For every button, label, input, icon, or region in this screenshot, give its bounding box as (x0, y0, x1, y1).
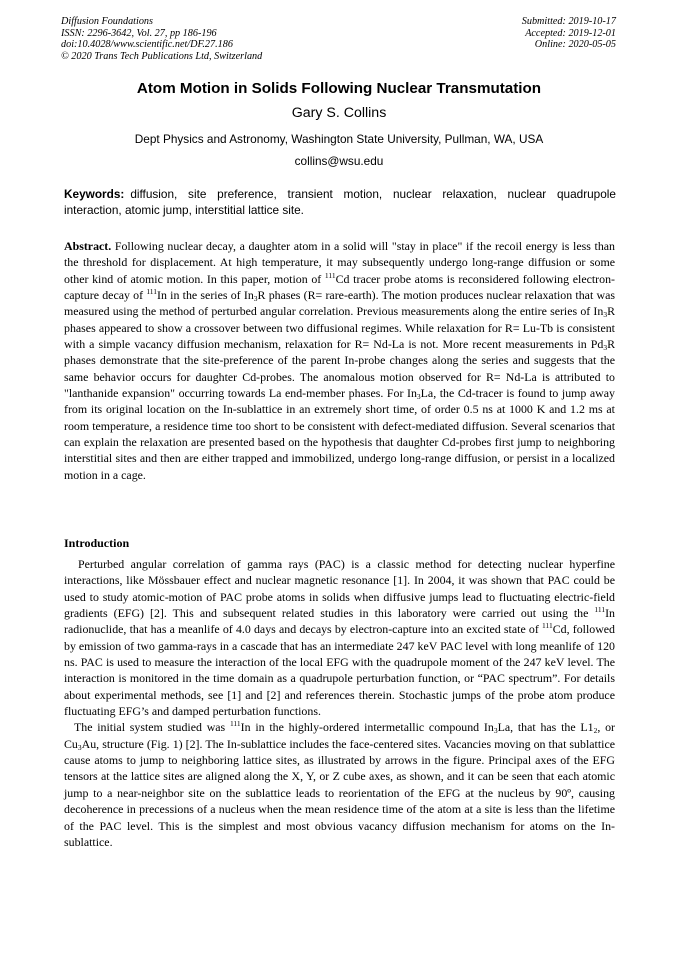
superscript: 111 (594, 605, 606, 615)
intro-text: In in the highly-ordered intermetallic compound In (240, 720, 494, 735)
superscript: 111 (324, 270, 336, 280)
abstract (64, 238, 615, 483)
date-submitted: Submitted: 2019-10-17 (521, 16, 616, 27)
journal-name: Diffusion Foundations (61, 16, 153, 27)
subscript: 3 (77, 742, 82, 752)
intro-text: In radionuclide, that has a meanlife of 4.0 days and decays by electron-capture into an excited state of (64, 606, 615, 637)
publication-dates (522, 16, 616, 51)
author-email: collins@wsu.edu (294, 154, 384, 168)
subscript: 2 (593, 726, 598, 736)
subscript: 3 (253, 294, 258, 304)
keywords (64, 186, 616, 218)
intro-text: Perturbed angular correlation of gamma rays (PAC) is a classic method for detecting nuclear hyperfine interactions, like Mössbauer effect and nuclear magnetic resonance [1]. In 2004, it was shown that PAC could be used to study atomic-motion of PAC probe atoms in solids when diffusive jumps lead to fluctuating electric-field gradients (EFG) [2]. This and subsequent related studies in this laboratory were carried out using the (64, 557, 615, 621)
subscript: 3 (493, 726, 498, 736)
date-online: Online: 2020-05-05 (534, 39, 616, 51)
subscript: 3 (603, 310, 608, 320)
abstract-text: R phases appeared to show a crossover between two diffusional regimes. While relaxation for R= Lu-Tb is consistent with a simple vacancy diffusion mechanism, relaxation for R= Nd-La is not. More recent measurements in Pd (64, 304, 615, 352)
intro-text: La, that has the L1 (497, 720, 594, 735)
intro-text: Cd, followed by emission of two gamma-rays in a cascade that has an intermediate 247 keV PAC level with long meanlife of 120 ns. PAC is used to measure the interaction of the local EFG with the quadrupole moment of the 247 keV level. The interaction is monitored in the time domain as a quadrupole perturbation function, or “PAC spectrum”. For details about experimental methods, see [1] and [2] and references therein. Stochastic jumps of the probe atom produce fluctuating EFG’s and damped perturbation functions. (64, 622, 616, 719)
section-heading-introduction: Introduction (64, 536, 130, 550)
abstract-text: R phases demonstrate that the site-preference of the parent In-probe changes along the series and suggests that the same behavior occurs for daughter Cd-probes. The anomalous motion observed for R= Nd-La is attributed to "lanthanide expansion" occurring towards La end-member phases. For In (64, 337, 615, 401)
superscript: 111 (229, 719, 241, 729)
superscript: 111 (542, 621, 553, 631)
journal-copyright: © 2020 Trans Tech Publications Ltd, Switzerland (61, 50, 263, 62)
intro-text: , or Cu (64, 720, 615, 751)
subscript: 3 (416, 392, 421, 402)
paper-title: Atom Motion in Solids Following Nuclear Transmutation (136, 80, 542, 97)
introduction-body (64, 556, 615, 850)
abstract-text: In in the series of In (157, 288, 254, 303)
abstract-text: Following nuclear decay, a daughter atom in a solid will "stay in place" if the recoil energy is less than the threshold for displacement. At high temperature, it may subsequently undergo long-range diffusion or some other kind of atomic motion. In this paper, motion of (64, 239, 615, 286)
subscript: 3 (603, 343, 608, 353)
intro-paragraph-1 (64, 556, 615, 719)
abstract-text: Cd tracer probe atoms is reconsidered following electron-capture decay of (64, 271, 615, 303)
abstract-text: La, the Cd-tracer is found to jump away from its original location on the In-sublattice in an extremely short time, of order 0.5 ns at 1000 K and 1.2 ms at room temperature, a residence time too short to be consistent with defect-mediated diffusion. Several scenarios that can explain the relaxation are presented based on the hypothesis that daughter Cd-probes first jump to neighboring interstitial sites and then are either trapped and immobilized, undergo long-range diffusion, or persist in a localized motion in a cage. (64, 386, 615, 482)
journal-doi: doi:10.4028/www.scientific.net/DF.27.186 (61, 39, 233, 51)
superscript: 111 (146, 287, 158, 297)
date-accepted: Accepted: 2019-12-01 (525, 27, 616, 39)
intro-text: The initial system studied was (74, 720, 230, 735)
journal-issn: ISSN: 2296-3642, Vol. 27, pp 186-196 (61, 27, 217, 39)
abstract-text: R phases (R= rare-earth). The motion produces nuclear relaxation that was measured using the method of perturbed angular correlation. Previous measurements along the entire series of In (64, 288, 615, 319)
keywords-text: diffusion, site preference, transient motion, nuclear relaxation, nuclear quadrupole interaction, atomic jump, interstitial lattice site. (64, 187, 616, 217)
intro-text: Au, structure (Fig. 1) [2]. The In-sublattice includes the face-centered sites. Vacancies moving on that sublattice cause atoms to jump to neighboring lattice sites, as illustrated by arrows in the figure. Principal axes of the EFG tensors at the lattice sites are aligned along the X, Y, or Z cube axes, as shown, and it can be seen that each atomic jump to a near-neighbor site on the sublattice leads to reorientation of the EFG at the nucleus by 90º, causing decoherence in precessions of a nucleus when the mean residence time of the atom at a site is less than the lifetime of the PAC level. This is the simplest and most obvious vacancy diffusion mechanism for atoms on the In-sublattice. (64, 736, 615, 849)
abstract-label: Abstract. (64, 239, 112, 253)
intro-paragraph-2 (64, 719, 615, 850)
author-name: Gary S. Collins (291, 105, 387, 121)
author-affiliation: Dept Physics and Astronomy, Washington State University, Pullman, WA, USA (134, 132, 544, 146)
journal-info (61, 16, 262, 62)
keywords-label: Keywords: (64, 187, 125, 201)
